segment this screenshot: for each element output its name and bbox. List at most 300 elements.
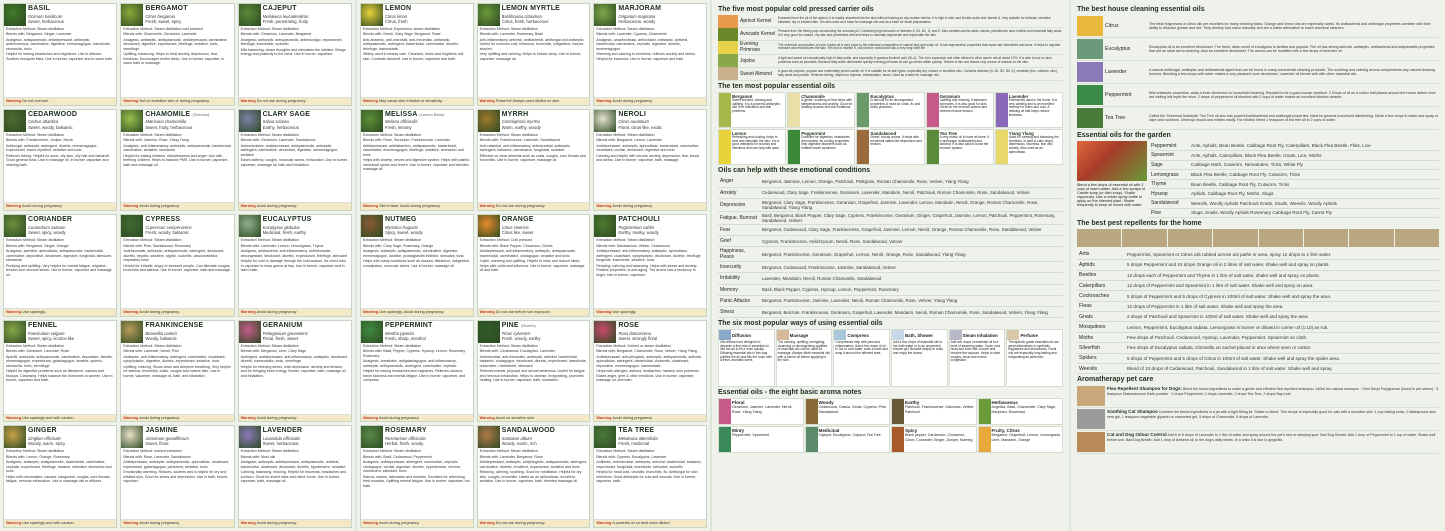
oil-photo (361, 321, 383, 343)
aroma-note-name: Floral (732, 400, 745, 406)
emotion-name: Depression (718, 198, 760, 211)
therapeutic-properties: Antidepressant, anti-inflammatory, antiseptic, antispasmodic, bactericidal, carminative, cholagogue, sedative and tonic (479, 249, 577, 258)
aroma-note-cell (805, 398, 891, 425)
oil-aroma: Sweet, herbaceous (28, 19, 64, 24)
oil-aroma: Warm, earthy, woody (501, 124, 541, 130)
pest-row (1077, 260, 1439, 270)
warning-bar (361, 97, 473, 105)
blends-with: Blends with: Lavender, Neroli, Pine (123, 349, 180, 354)
oil-name: FRANKINCENSE (145, 321, 204, 329)
therapeutic-properties: Analgesic, anesthetic, antigalactagogue, anti-inflammatory, antiseptic, antispasmodic, astringent, carminative, cephalic (363, 359, 457, 368)
carrier-oil-description: Pressed from the fleshy pulp surrounding the avocado pit. Containing high amounts of vitamins A, B1, B2, D, and E. Also contains amino acids, sterols, pantothenic acid, lecithin and essential fatty acids. It is very good for mature, dry skin and penetrates well and helps to naturally regenerate and rejuvenate the skin. (778, 29, 1063, 38)
oil-photo (4, 4, 26, 26)
carrier-oil-name: Apricot Kernel (740, 18, 772, 25)
usage-way-header (1007, 330, 1062, 340)
oil-photo (478, 110, 500, 132)
oil-card (238, 3, 352, 106)
warning-label: Warning (596, 521, 612, 526)
oil-name-line (145, 427, 231, 436)
warning-text: Avoid during pregnancy. (612, 98, 653, 103)
oil-photo (121, 215, 143, 237)
oil-photo (478, 321, 500, 343)
garden-row (1149, 170, 1439, 180)
warning-bar (239, 414, 351, 422)
oil-latin-name: Pogostemon cablin (618, 224, 654, 230)
oil-card-grid-left (0, 0, 355, 531)
blends-with: Blends with: Pine, Sandalwood, Rosemary (123, 243, 192, 248)
aroma-note-text (904, 399, 976, 424)
usage-way-cell (891, 329, 948, 387)
warning-bar (121, 414, 233, 422)
oil-latin-name: Santalum album (501, 436, 532, 442)
garden-pests: Aphids, Cabbage Root Fly, Moths, Slugs (1189, 189, 1439, 199)
therapeutic-properties: Antifungal, antiseptic, astringent, diuretic, emmenagogue, expectorant, insect repellent, sedative and tonic (6, 143, 98, 153)
emotion-row (718, 262, 1063, 273)
pest-photo (1395, 229, 1439, 247)
therapeutic-properties: Analgesic, antispasmodic, antidepressant, antiseptic, antivenomous, carminative, digestive, emmenagogue, insecticide, stomachic, tonic (6, 37, 111, 51)
aroma-note-oils: Angelica, Basil, Chamomile, Clary Sage, Marjoram, Rosemary (991, 405, 1057, 414)
oil-card (477, 3, 591, 106)
warning-bar (478, 202, 590, 210)
oil-name: CORIANDER (28, 216, 73, 224)
usage-way-cell (776, 329, 833, 387)
popular-oil-photo (927, 93, 939, 127)
warning-label: Warning (596, 98, 612, 103)
oil-uses: Joyful, warming and uplifting. Helpful to relax and reduce sleep. Helps with colds and influenza. Use in burner, vaporiser, massage oil and bath. (479, 259, 585, 273)
cleaning-oil-photo (1077, 62, 1103, 82)
oil-aroma: Woody, warm, spicy (28, 441, 66, 447)
usage-way-name: Diffusion (732, 332, 752, 338)
oil-latin-name: Coriandrum sativum (28, 224, 66, 230)
emotion-oils: Lavender, Mandarin, Neroli, Roman Chamomile, Sandalwood (760, 273, 1063, 284)
therapeutic-properties: Analgesic, antiseptic, antispasmodic, carminative, digestive, emmenagogue, laxative, prostaglandin inhibitor, stimulant, tonic (363, 249, 465, 258)
oil-latin-name: Backhousia citriodora (501, 13, 542, 19)
oil-name-line (618, 5, 704, 14)
carrier-oil-list (718, 15, 1063, 81)
warning-label: Warning (479, 204, 495, 209)
oil-photo (121, 321, 143, 343)
oil-card-body (239, 26, 351, 97)
emotion-name: Fatigue, Burnout (718, 211, 760, 224)
oil-card-body (361, 26, 473, 97)
oil-name: MARJORAM (618, 5, 662, 12)
extraction-method: Extraction Method: Steam distillation (6, 449, 65, 454)
usage-way-cell (1006, 329, 1063, 387)
oil-name-note: (German) (192, 112, 210, 117)
oil-uses: Eases asthma, coughs, muscular aches, exhaustion. Use in burner, vaporiser, massage oil, bath and inhalation. (240, 158, 348, 167)
warning-label: Warning (6, 310, 22, 315)
pest-name: Silverfish (1077, 343, 1125, 353)
oil-uses: Relaxing, calming and balancing. Helps with stress and anxiety. Fixative properties; is anti-aging. The aroma has a tendency to linger. Use in burner, vaporiser. (596, 263, 698, 277)
oil-name-line (263, 427, 349, 436)
pest-row (1077, 353, 1439, 363)
warning-label: Warning (6, 98, 22, 103)
blends-with: Blends with: Frankincense, Lavender, Sandalwood (479, 138, 561, 143)
carrier-oil-name: Sweet Almond (740, 70, 772, 77)
middle-oil-cards-panel (357, 0, 710, 531)
oil-card-body (4, 237, 116, 308)
oil-card-header (239, 215, 351, 237)
pest-photo (1213, 229, 1257, 247)
garden-oil-name: Spearmint (1149, 151, 1189, 161)
oil-latin-name: Melaleuca alternifolia (618, 436, 658, 442)
therapeutic-properties: Antidepressant, antiseptic, aphrodisiac, bactericidal, carminative, cicatrisant, cordial, deodorant, digestive and tonic (596, 143, 700, 153)
extraction-method: Extraction Method: Expression, steam distillation (363, 27, 441, 31)
emotion-name: Memory (718, 284, 760, 295)
cleaning-oils-list (1077, 15, 1439, 130)
oil-latin-name: Rosa damascena (618, 330, 651, 336)
emotion-name: Anger (718, 176, 760, 187)
popular-oil-description: A very useful oil to have at home. It is antifungal, antibacterial and antiviral. It is also said to boost the immune system. (939, 135, 990, 151)
popular-oil-description: Used for calming and balancing the emotions. Is said to calm anger, depression, insomnia, fear and anxiety. Also used as an aphrodisiac. (1008, 135, 1059, 154)
popular-oil-name: Peppermint (801, 130, 826, 136)
cleaning-oil-name: Peppermint (1105, 91, 1132, 98)
aroma-note-cell (805, 426, 891, 453)
garden-pests: Bean Beetle, Cabbage Root Fly, Cutworm, Ticks (1189, 179, 1439, 189)
oil-latin-name: Commiphora myrrha (501, 119, 540, 125)
blends-with: Blends with: Geranium, Lavender, Rose (6, 349, 70, 354)
popular-oil-description: Sweet, woody aroma. It helps with emotional states like depression and tension. (870, 135, 922, 147)
oil-card (477, 320, 591, 423)
oil-card (593, 214, 707, 317)
oil-latin-name: Melaleuca leucadendron (262, 13, 309, 19)
cleaning-oil-row (1077, 38, 1439, 61)
cleaning-oil-description: A natural antifungal, antiseptic and antibacterial agent that can be found in many commercial cleaning products. The soothing and calming aroma complements any natural cleaning formula. Blending a few drops with water makes a very pleasant room deodoriser. Lavender oil blends well with other essential oils. (1149, 67, 1436, 76)
usage-way-header (834, 330, 889, 340)
popular-oil-name: Geranium (939, 93, 961, 99)
therapeutic-properties: Analgesic, antibacterial, anti-inflammatory, antirheumatic, decongestant, deodorant, diuretic, expectorant, febrifuge, stimulant (240, 249, 348, 258)
cleaning-oil-description: Eucalyptus oil is an excellent deodoriser. The fresh, clean smell of eucalyptus is familiar and popular. The oil has strong antiviral, antiseptic, antibacterial and antiparasitic properties that are an ideal aid to cleaning. Also an excellent deodoriser. The aroma can be modified with a few drops of lavender oil. (1149, 44, 1435, 53)
oil-card-titles (616, 215, 706, 237)
blends-with: Blends with: Jasmine, Rose, Ylang Ylang (123, 138, 189, 143)
oil-latin-name: Salvia sclarea (262, 119, 289, 125)
popular-oil-name: Sandalwood (870, 130, 897, 136)
oil-name-line (28, 111, 114, 120)
oil-card-titles (383, 110, 473, 132)
garden-pests: Black Flea Beetle, Cabbage Root Fly, Cutworm, Ticks (1189, 170, 1439, 180)
oil-name: NUTMEG (385, 216, 417, 224)
extraction-method: Extraction Method: Steam distillation (363, 449, 422, 454)
oil-photo (4, 321, 26, 343)
oil-card-header (4, 321, 116, 343)
oil-uses: Helps with rheumatism, nausea, hangovers, coughs, sore throats, fatigue, nervous exhaustion. Use in massage oils or diffuser. (6, 474, 111, 484)
oil-card (120, 320, 234, 423)
oil-name-line (502, 322, 588, 331)
oil-name-note: (Lemon Balm) (419, 112, 445, 117)
emotion-oils: Bergamot, Clary Sage, Frankincense, Geranium, Grapefruit, Jasmine, Lavender, Lemon, Mandarin, Neroli, Orange, Roman Chamomile, Rose, Sandalwood, Ylang Ylang (760, 198, 1063, 211)
pest-name: Caterpillars (1077, 280, 1125, 290)
garden-oil-name: Hyssop (1149, 189, 1189, 199)
oil-card-header (361, 110, 473, 132)
warning-label: Warning (240, 310, 256, 315)
oil-uses: Helpful for easing irritation, sleeplessness and anger. Use with teething children. Helps to balance PMS. Use in burner, vaporiser, bath and massage oil. (123, 153, 229, 167)
oil-card (120, 3, 234, 106)
usage-way-cell (718, 329, 775, 387)
oil-card (360, 320, 474, 423)
pest-remedy: Few drops of Eucalyptus radiata, Citronella on sachet placed in area where seen or cotton. (1125, 343, 1439, 353)
oil-photo (361, 426, 383, 448)
carrier-oil-row (718, 28, 1063, 41)
oil-latin-name: Matricaria chamomilla (145, 119, 187, 125)
oil-name: CYPRESS (145, 216, 181, 224)
pet-care-description: Combine the below ingredients in a jar with a tight fitting lid. Shake to blend. This recipe is especially good for cats with a sensitive skin. 1 cup baking soda, 2 tablespoons aloe vera gel, 1 teaspoon vegetable glycerin or unscented gel, 5 drops of Chamomile, 5 drops of Lavender. (1107, 410, 1437, 419)
garden-row (1149, 208, 1439, 218)
oil-uses: Widely used in beauty care. Cleanses, tones and brightens dull skin. Combats dandruff. Use in burner, vaporiser and bath. (363, 52, 464, 61)
left-oil-cards-panel (0, 0, 355, 531)
oil-card-header (594, 215, 706, 237)
oil-card-header (121, 110, 233, 132)
oil-photo (361, 110, 383, 132)
usage-way-description: The calming, uplifting, energising, cleansing or decongesting qualities of essential oils can be used for massage. Always dilute essential oils with a carrier oil before applying to the skin. (777, 340, 830, 363)
oil-card-body (594, 237, 706, 308)
oil-card (360, 425, 474, 528)
oil-latin-name: Eucalyptus globulus (262, 224, 300, 230)
oil-aroma: Fresh, penetrating, fruity (262, 19, 309, 24)
oil-aroma: Herbaceous, woody (618, 19, 656, 24)
oil-card-body (594, 448, 706, 519)
warning-text: May cause skin irritation or sensitivity. (379, 98, 443, 103)
emotion-row (718, 187, 1063, 198)
oil-card-header (478, 321, 590, 343)
pest-remedy: Blend of 10 drops of Cedarwood, Patchouli, Sandalwood in 1 litre of salt water. Shake well and spray. (1125, 364, 1439, 374)
oil-card-header (4, 215, 116, 237)
popular-oil-photo (719, 93, 731, 127)
oil-latin-name: Jasminum grandiflorum (145, 436, 189, 442)
warning-label: Warning (240, 204, 256, 209)
oil-card-body (594, 26, 706, 97)
warning-label: Warning (123, 521, 139, 526)
oil-card-body (4, 448, 116, 519)
oil-name-line (263, 5, 349, 14)
garden-oil-name: Lemongrass (1149, 170, 1189, 180)
oil-aroma: Sweet, spicy, woody (28, 230, 66, 236)
pest-remedy: 2 drops of Patchouli and Spearmint in 100ml of salt water. Shake well and spray the area. (1125, 312, 1439, 322)
therapeutic-properties: Astringent, antidepressant, anti-inflammatory, antiseptic, deodorant, diuretic, haemostatic, tonic, vermifuge (240, 354, 349, 364)
blends-with: Blends with: Rose, Lavender, Sandalwood (123, 454, 191, 459)
aroma-note-oils: Peppermint, Spearmint (732, 433, 769, 438)
oil-photo (121, 426, 143, 448)
oil-uses: Relaxing, calming, soothing. Good for meditation. Helpful for dry skin, coughs, bronchitis. Useful as an aphrodisiac, emollient, sedative. Use in burner, vaporiser, bath, blended massage oil. (479, 470, 582, 484)
pet-care-row (1077, 385, 1439, 408)
warning-text: Avoid during pregnancy. (21, 204, 63, 209)
pest-name: Weevils (1077, 364, 1125, 374)
aroma-note-text (991, 399, 1063, 424)
oil-photo (121, 110, 143, 132)
carrier-oil-photo (718, 28, 738, 41)
extraction-method: Extraction Method: Steam distillation (596, 132, 655, 137)
extraction-method: Extraction Method: Cold pressed (479, 238, 532, 243)
warning-label: Warning (479, 98, 495, 103)
oil-name: EUCALYPTUS (262, 216, 312, 224)
warning-label: Warning (6, 415, 22, 420)
oil-aroma: Fresh, sharp, menthol (385, 335, 426, 341)
pest-row (1077, 270, 1439, 280)
oil-card-body (239, 237, 351, 308)
cleaning-oil-photo (1077, 39, 1103, 59)
oil-card (360, 214, 474, 317)
garden-section (1077, 141, 1439, 218)
oil-card-body (4, 343, 116, 414)
emotion-oils: Bergamot, Cedarwood, Clary Sage, Frankincense, Grapefruit, Jasmine, Lemon, Neroli, Orange, Roman Chamomile, Rose, Sandalwood, Vetiver (760, 224, 1063, 235)
warning-label: Warning (363, 521, 379, 526)
warning-bar (594, 97, 706, 105)
blends-with: Blends with: Basil, Pepper, Cypress, Hyssop, Lemon, Rosemary, Rosemary (363, 349, 466, 358)
warning-bar (361, 202, 473, 210)
popular-oil-cell (926, 129, 994, 165)
usage-way-photo (950, 330, 962, 340)
aroma-note-cell (891, 426, 977, 453)
pest-photo-strip (1077, 229, 1439, 247)
pest-name: Aphids (1077, 260, 1125, 270)
oil-card (360, 3, 474, 106)
warning-text: Powerful! Always used diluted on skin. (495, 98, 561, 103)
usage-way-photo (1007, 330, 1019, 340)
aroma-note-photo (719, 427, 731, 452)
warning-text: Avoid during pregnancy. (139, 521, 180, 526)
usage-way-photo (834, 330, 846, 340)
garden-table (1149, 141, 1439, 218)
oil-photo (121, 4, 143, 26)
carrier-oil-row (718, 41, 1063, 54)
aroma-note-photo (719, 399, 731, 424)
blends-with: Blends with: Geranium, Lavender, Bergamot (240, 32, 312, 37)
blends-with: Blends with: Chamomile, Geranium, Lavender (123, 32, 197, 37)
pest-remedy: 5 drops of Peppermint and 5 drops of Cypress in 100ml of salt water. Shake well and spray the area. (1125, 291, 1439, 301)
pest-row (1077, 301, 1439, 311)
oil-aroma: Woody, exotic, rich (501, 441, 537, 447)
extraction-method: Extraction Method: Steam distillation (596, 238, 655, 243)
warning-text: Do not overuse. (22, 98, 49, 103)
popular-oil-text (1008, 93, 1062, 127)
popular-oil-photo (857, 93, 869, 127)
warning-label: Warning (596, 415, 612, 420)
oil-card-body (478, 343, 590, 414)
cleaning-oil-photo (1077, 16, 1103, 36)
oil-uses: Helps with anxiety, nerves and digestive system. Helps with painful menstrual cycles and fevers. Use in burner, vaporiser and blended massage oil. (363, 158, 470, 171)
warning-bar (4, 308, 116, 316)
warning-text: Avoid during pregnancy. (139, 204, 180, 209)
warning-bar (239, 308, 351, 316)
oil-card-header (121, 4, 233, 26)
blends-with: Blends with: Geranium, Lavender, Sandalwood (240, 138, 316, 143)
therapeutic-properties: Antidepressant, anti-phlogistic, antiseptic, antispasmodic, antiviral, aphrodisiac, astringent, bactericidal, choleretic, cicatrisant, depurative, emmenagogue, haemostatic (596, 354, 702, 368)
popular-oil-text (869, 93, 923, 127)
warning-label: Warning (6, 204, 22, 209)
oil-uses: Warming and calming to emotions, relieves anxiety and stress. Helpful for insomnia. Use in burner, vaporiser and bath. (596, 52, 696, 61)
oil-card (3, 214, 117, 317)
popular-oil-name: Bergamot (732, 93, 753, 99)
oil-aroma: Spicy, sweet, woody (385, 230, 423, 236)
aroma-note-cell (718, 398, 804, 425)
oil-card-titles (616, 4, 706, 26)
pet-photo (1077, 409, 1105, 429)
popular-oil-cell (718, 92, 786, 128)
oil-aroma: Woody, balsamic (145, 335, 177, 341)
blends-with: Blends with: Rose, Geranium, Frankincense, Lavender (363, 138, 451, 143)
oil-photo (594, 110, 616, 132)
blends-with: Blends with: Sandalwood, Vetiver, Cedarwood (596, 243, 670, 248)
pest-table (1077, 249, 1439, 374)
oil-name-line (28, 5, 114, 14)
emotion-name: Panic Attacks (718, 295, 760, 306)
usage-way-header (892, 330, 947, 340)
therapeutic-properties: Anti-anaemic, anti-microbial, anti-rheumatic, antiseptic, antispasmodic, astringent, bactericidal, carminative, diuretic, febrifuge, haemostatic (363, 37, 459, 51)
usage-way-photo (777, 330, 789, 340)
oil-aroma: Sweet, woody, balsamic (28, 124, 73, 130)
oil-card (3, 425, 117, 528)
carrier-oil-name: Evening Primrose (740, 41, 761, 54)
popular-oil-text (800, 130, 854, 164)
warning-label: Warning (123, 310, 139, 315)
oil-photo (594, 426, 616, 448)
pest-name: Cockroaches (1077, 291, 1125, 301)
oil-card (238, 320, 352, 423)
warning-text: Avoid on sensitive skin. (495, 415, 535, 420)
garden-pests: Cabbage Moth, Cutworm, Nematodes, Ticks, White Fly (1189, 160, 1439, 170)
popular-oil-text (869, 130, 923, 164)
oil-aroma: Floral, citrus-like, exotic (618, 124, 663, 130)
popular-oil-cell (787, 92, 855, 128)
oil-aroma: Fresh, woody, earthy (501, 335, 541, 341)
oil-latin-name: Rosmarinus officinalis (385, 436, 426, 442)
warning-bar (361, 414, 473, 422)
oil-uses: Emotionally warming. Relaxes, soothes and is helpful for dry and irritated skin. Good for stress and depression. Use in bath, burner, vaporiser. (123, 470, 229, 484)
oil-name-line (385, 427, 471, 436)
oil-name: CLARY SAGE (262, 110, 311, 118)
cleaning-oil-name: Lavender (1105, 68, 1127, 75)
pet-photo (1077, 386, 1105, 406)
oil-aroma: Earthy, herbaceous (262, 124, 299, 130)
oil-photo (239, 426, 261, 448)
therapeutic-properties: Analgesic, aperitive, aphrodisiac, antispasmodic, bactericidal, carminative, depurative, deodorant, digestive, fungicidal, stimulant, stomachic (6, 249, 113, 263)
aroma-note-photo (806, 399, 818, 424)
oil-card-titles (26, 426, 116, 448)
emotion-oils: Bergamot, Frankincense, Jasmine, Lavender, Neroli, Roman Chamomile, Rose, Vetiver, Ylang Ylang (760, 295, 1063, 306)
oil-card (238, 109, 352, 212)
blends-with: Blends with: Basil, Cedarwood, Peppermint (363, 454, 432, 459)
oil-card-body (361, 343, 473, 414)
aroma-note-text (904, 427, 976, 452)
usage-way-description: Compresses help with pain and inflammation. Add a few drops of oil to hot or cold water, soak a towel and wrap it around the affected area. (835, 340, 888, 356)
oil-card-body (478, 132, 590, 203)
pest-photo (1304, 229, 1348, 247)
pest-row (1077, 343, 1439, 353)
oil-name: BASIL (28, 5, 50, 12)
oil-card-titles (383, 4, 473, 26)
extraction-method: Extraction Method: Steam distillation (6, 238, 65, 243)
popular-oil-name: Ylang Ylang (1008, 130, 1034, 136)
oil-name-line (502, 216, 588, 225)
extraction-method: Extraction Method: Steam distillation (6, 27, 65, 31)
oil-uses: Helpful for easing headaches and migraines. Relieves nausea, travel sickness and mental fatigue. Use in burner, vaporiser, and compress. (363, 369, 466, 383)
oil-card-titles (616, 321, 706, 343)
emotion-name: Happiness, Peace (718, 247, 760, 262)
oil-card (120, 214, 234, 317)
extraction-method: Extraction Method: Solvent or steam distillation (596, 343, 672, 348)
oil-aroma: Herbal, fresh, woody (385, 441, 424, 447)
oil-card (593, 320, 707, 423)
oil-latin-name: Mentha piperita (385, 330, 414, 336)
oil-card-header (121, 426, 233, 448)
oil-card-header (594, 110, 706, 132)
therapeutic-properties: Antimicrobial, anti-rheumatic, antiseptic, antiviral, bactericidal, balsamic, cholagogue, deodorant, diuretic, expectorant, insecticide, restorative, rubefacient, stimulant (479, 354, 587, 368)
usage-ways-grid (718, 329, 1063, 387)
extraction-method: Extraction Method: Steam distillation (363, 132, 422, 137)
popular-oil-photo (927, 130, 939, 164)
popular-oil-description: Is famous for its decongestant properties. A must for colds, flu and sinus problems. (870, 98, 921, 110)
aroma-note-text (818, 427, 882, 452)
oil-uses: Very uplifting and calming. Helps to induce sleep. Use in burner, vaporiser, massage oil. (479, 52, 582, 61)
